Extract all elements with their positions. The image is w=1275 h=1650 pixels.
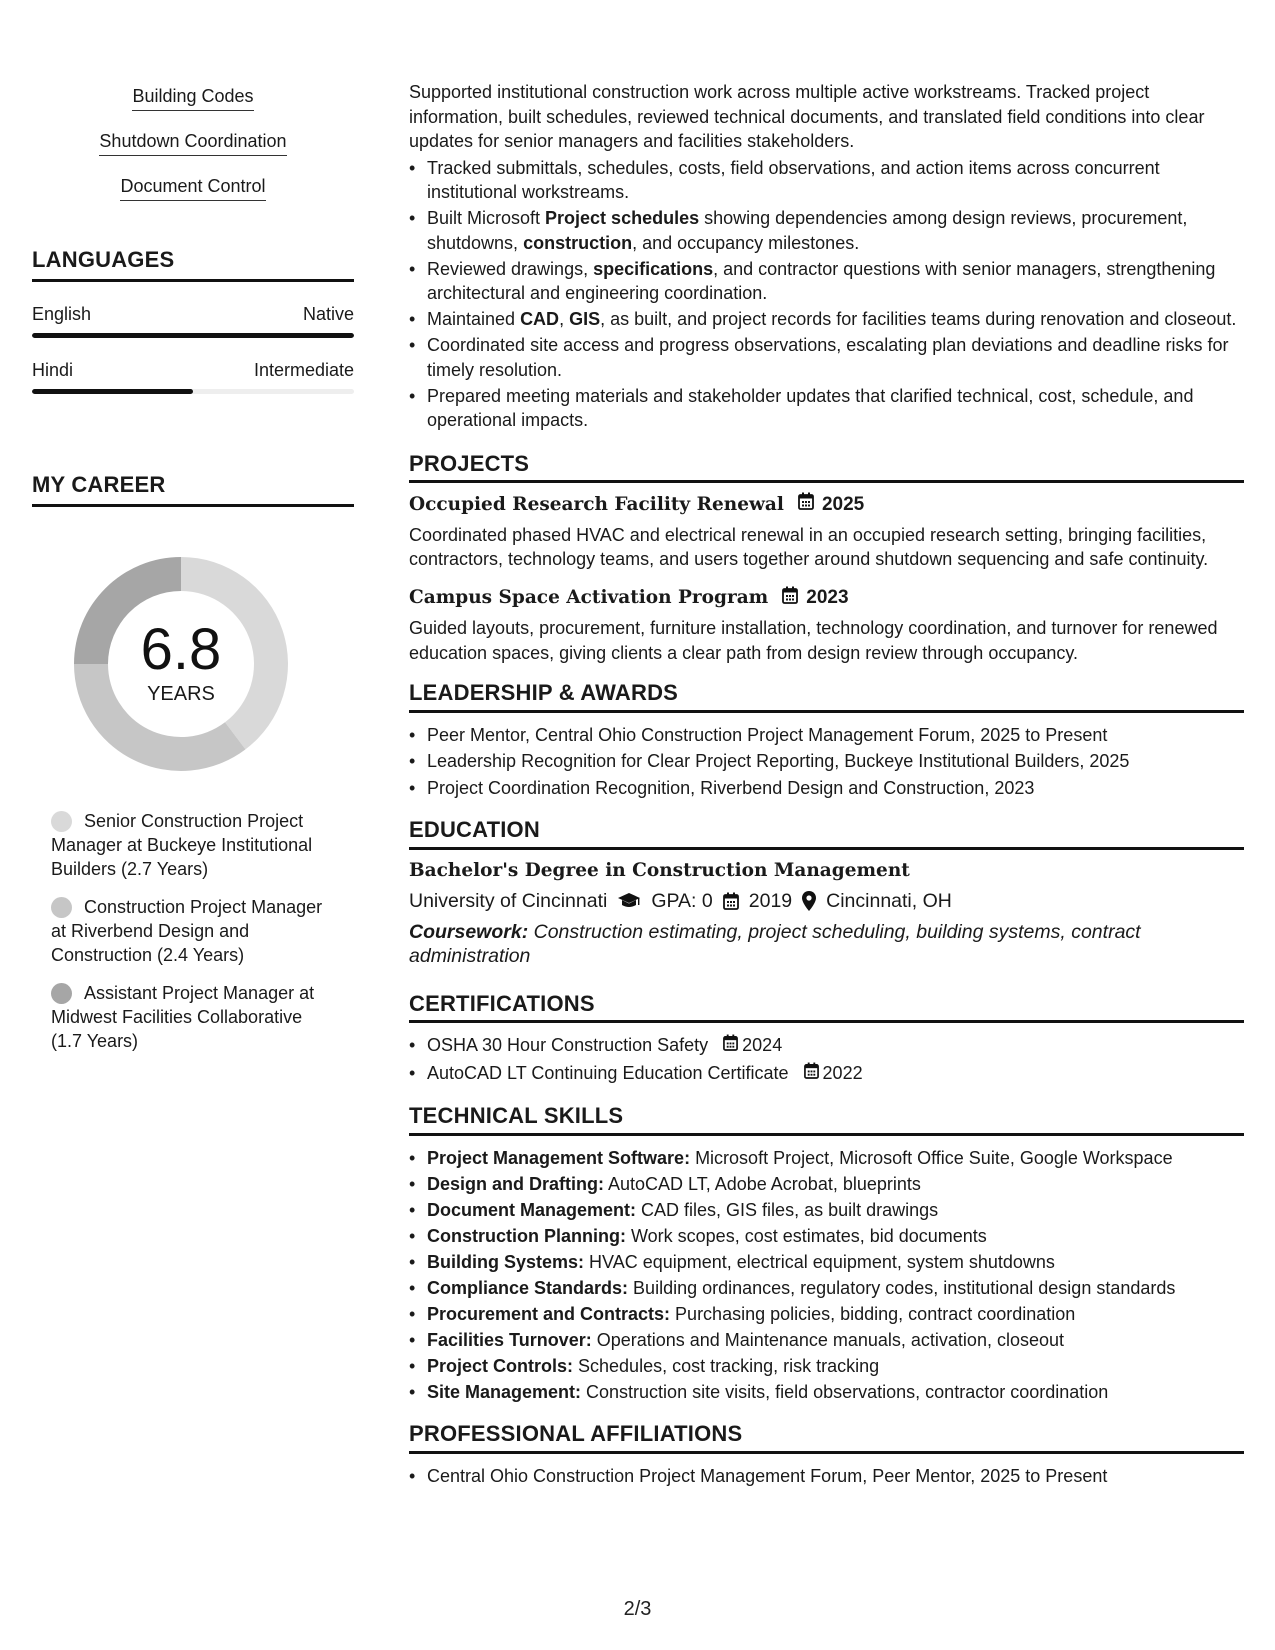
list-item: • Peer Mentor, Central Ohio Construction Project Management Forum, 2025 to Present [409, 723, 1244, 748]
project-item [409, 492, 1244, 572]
bullet-text: , and contractor questions with senior managers, strengthening architectural and engineering coordination. [427, 258, 1216, 303]
language-proficiency-fill [32, 389, 193, 394]
coursework-label: Coursework: [409, 920, 529, 943]
bullet-strong-text: Project schedules [545, 208, 700, 228]
education-meta [409, 889, 1244, 914]
certification-list [409, 1033, 1244, 1085]
skill-values: CAD files, GIS files, as built drawings [636, 1199, 939, 1220]
languages-heading: LANGUAGES [32, 247, 354, 282]
school-name: University of Cincinnati [409, 890, 608, 912]
skill-values: Schedules, cost tracking, risk tracking [573, 1355, 880, 1376]
legend-dot-icon [51, 983, 72, 1004]
calendar-icon [723, 1033, 738, 1058]
location-pin-icon [802, 891, 816, 911]
project-title: Campus Space Activation Program [409, 587, 769, 608]
technical-skill-item [409, 1380, 1244, 1405]
bullet-text: Tracked submittals, schedules, costs, field observations, and action items across concurrent institutional workstreams. [427, 157, 1160, 202]
bullet-strong-text: specifications [593, 258, 714, 279]
skill-category: Building Systems: [427, 1251, 585, 1272]
skill-values: Building ordinances, regulatory codes, institutional design standards [628, 1277, 1176, 1298]
career-legend-text: Senior Construction Project Manager at Buckeye Institutional Builders (2.7 Years) [51, 811, 313, 879]
career-donut-chart [66, 549, 296, 779]
bullet-text: , and occupancy milestones. [632, 232, 860, 253]
affiliations-list [409, 1464, 1244, 1489]
technical-skill-item [409, 1276, 1244, 1301]
skill-category: Facilities Turnover: [427, 1329, 592, 1350]
skill-values: Operations and Maintenance manuals, activation, closeout [591, 1329, 1064, 1350]
bullet-text: Built Microsoft [427, 208, 546, 228]
certification-year: 2024 [742, 1035, 783, 1055]
language-level: Intermediate [253, 360, 354, 380]
project-year: 2023 [806, 587, 849, 608]
technical-skill-item [409, 1328, 1244, 1353]
gpa: GPA: 0 [651, 890, 713, 912]
technical-skill-item [409, 1146, 1244, 1171]
summary-bullet [409, 156, 1244, 205]
career-legend-text: Construction Project Manager at Riverbend Design and Construction (2.4 Years) [51, 897, 323, 965]
career-legend-item [51, 809, 331, 881]
technical-skills-heading: TECHNICAL SKILLS [409, 1104, 1244, 1136]
career-legend [32, 809, 354, 1053]
skill-category: Design and Drafting: [427, 1173, 605, 1194]
summary-paragraph: Supported institutional construction work across multiple active workstreams. Tracked project information, built schedules, reviewed technical documents, and translated field conditions into clear updates for senior managers and facilities stakeholders. [409, 82, 1205, 151]
skill-values: Microsoft Project, Microsoft Office Suite, Google Workspace [690, 1147, 1173, 1168]
technical-skill-item [409, 1250, 1244, 1275]
skill-category: Procurement and Contracts: [427, 1303, 671, 1324]
leadership-list [409, 723, 1244, 801]
skill-category: Project Controls: [427, 1355, 574, 1376]
certification-year: 2022 [822, 1062, 863, 1083]
skill-category: Document Management: [427, 1199, 637, 1220]
bullet-text: Coordinated site access and progress observations, escalating plan deviations and deadline risks for timely resolution. [427, 335, 1229, 380]
language-proficiency-bar [32, 333, 354, 338]
technical-skill-item [409, 1354, 1244, 1379]
graduation-cap-icon [617, 892, 641, 910]
list-item: • Central Ohio Construction Project Management Forum, Peer Mentor, 2025 to Present [409, 1464, 1244, 1489]
language-name: English [32, 304, 92, 324]
project-item [409, 586, 1244, 666]
summary-bullet [409, 333, 1244, 382]
language-level: Native [302, 304, 354, 324]
skill-category: Site Management: [427, 1381, 582, 1402]
technical-skill-item [409, 1172, 1244, 1197]
technical-skills-list [409, 1146, 1244, 1405]
bullet-text: , as built, and project records for facilities teams during renovation and closeout. [600, 309, 1237, 329]
projects-heading: PROJECTS [409, 452, 1244, 484]
summary-bullet [409, 384, 1244, 433]
list-item: • Leadership Recognition for Clear Project Reporting, Buckeye Institutional Builders, 2025 [409, 749, 1244, 774]
legend-dot-icon [51, 897, 72, 918]
career-legend-item [51, 895, 331, 967]
career-total-years: 6.8 [140, 617, 222, 682]
project-description: Guided layouts, procurement, furniture installation, technology coordination, and turnover for renewed education spaces, giving clients a clear path from design review through occupancy. [409, 618, 1218, 663]
summary-bullet-list [409, 156, 1244, 433]
technical-skill-item [409, 1224, 1244, 1249]
project-description: Coordinated phased HVAC and electrical renewal in an occupied research setting, bringing facilities, contractors, technology teams, and users together around shutdown sequencing and safe continuity. [409, 524, 1209, 569]
page-number: 2/3 [623, 1598, 652, 1620]
certifications-heading: CERTIFICATIONS [409, 992, 1244, 1024]
project-year: 2025 [821, 493, 865, 515]
certification-item [409, 1061, 1244, 1086]
skill-values: Construction site visits, field observations, contractor coordination [581, 1381, 1109, 1402]
graduation-year: 2019 [748, 890, 793, 912]
coursework-text: Construction estimating, project scheduling, building systems, contract administration [409, 920, 1141, 967]
skill-tag: Building Codes [132, 84, 253, 111]
calendar-icon [723, 892, 739, 910]
language-item [32, 304, 354, 338]
language-proficiency-fill [32, 333, 354, 338]
skill-tag-list [32, 84, 354, 219]
skill-tag: Document Control [120, 174, 265, 201]
bullet-text: Prepared meeting materials and stakeholder updates that clarified technical, cost, schedule, and operational impacts. [427, 385, 1194, 430]
school-location: Cincinnati, OH [826, 890, 952, 912]
calendar-icon [782, 586, 798, 612]
summary-bullet [409, 206, 1244, 255]
language-item [32, 360, 354, 394]
list-item: • Project Coordination Recognition, Riverbend Design and Construction, 2023 [409, 776, 1244, 801]
bullet-text: Maintained [427, 309, 521, 329]
skill-values: HVAC equipment, electrical equipment, system shutdowns [584, 1251, 1055, 1272]
skill-category: Project Management Software: [427, 1147, 691, 1168]
career-legend-item [51, 981, 331, 1053]
skill-values: Work scopes, cost estimates, bid documents [625, 1225, 987, 1246]
career-total-unit: YEARS [147, 683, 215, 705]
calendar-icon [804, 1061, 819, 1086]
summary-bullet [409, 257, 1244, 306]
summary-bullet [409, 307, 1244, 332]
bullet-strong-text: construction [523, 232, 633, 253]
legend-dot-icon [51, 811, 72, 832]
certification-name: AutoCAD LT Continuing Education Certificate [427, 1062, 789, 1083]
bullet-text: Reviewed drawings, [427, 258, 594, 279]
degree-title: Bachelor's Degree in Construction Management [409, 859, 910, 881]
bullet-strong-text: CAD [520, 309, 560, 329]
bullet-strong-text: GIS [569, 309, 601, 329]
coursework [409, 920, 1244, 969]
language-proficiency-bar [32, 389, 354, 394]
certification-item [409, 1033, 1244, 1058]
bullet-text: , [559, 309, 570, 329]
career-donut-center [66, 549, 296, 779]
bullet-text: showing dependencies among design reviews, procurement, shutdowns, [427, 208, 1188, 253]
education-heading: EDUCATION [409, 818, 1244, 850]
main-column [409, 80, 1244, 1488]
project-title: Occupied Research Facility Renewal [409, 493, 784, 515]
leadership-heading: LEADERSHIP & AWARDS [409, 681, 1244, 713]
skill-tag: Shutdown Coordination [99, 129, 286, 156]
technical-skill-item [409, 1302, 1244, 1327]
skill-category: Compliance Standards: [427, 1277, 629, 1298]
career-heading: MY CAREER [32, 472, 354, 507]
calendar-icon [798, 492, 814, 518]
skill-values: AutoCAD LT, Adobe Acrobat, blueprints [604, 1173, 921, 1194]
language-name: Hindi [32, 360, 74, 380]
sidebar [32, 84, 354, 1053]
affiliations-heading: PROFESSIONAL AFFILIATIONS [409, 1422, 1244, 1454]
certification-name: OSHA 30 Hour Construction Safety [427, 1035, 709, 1055]
skill-category: Construction Planning: [427, 1225, 626, 1246]
skill-values: Purchasing policies, bidding, contract coordination [670, 1303, 1076, 1324]
career-legend-text: Assistant Project Manager at Midwest Facilities Collaborative (1.7 Years) [51, 983, 315, 1051]
technical-skill-item [409, 1198, 1244, 1223]
